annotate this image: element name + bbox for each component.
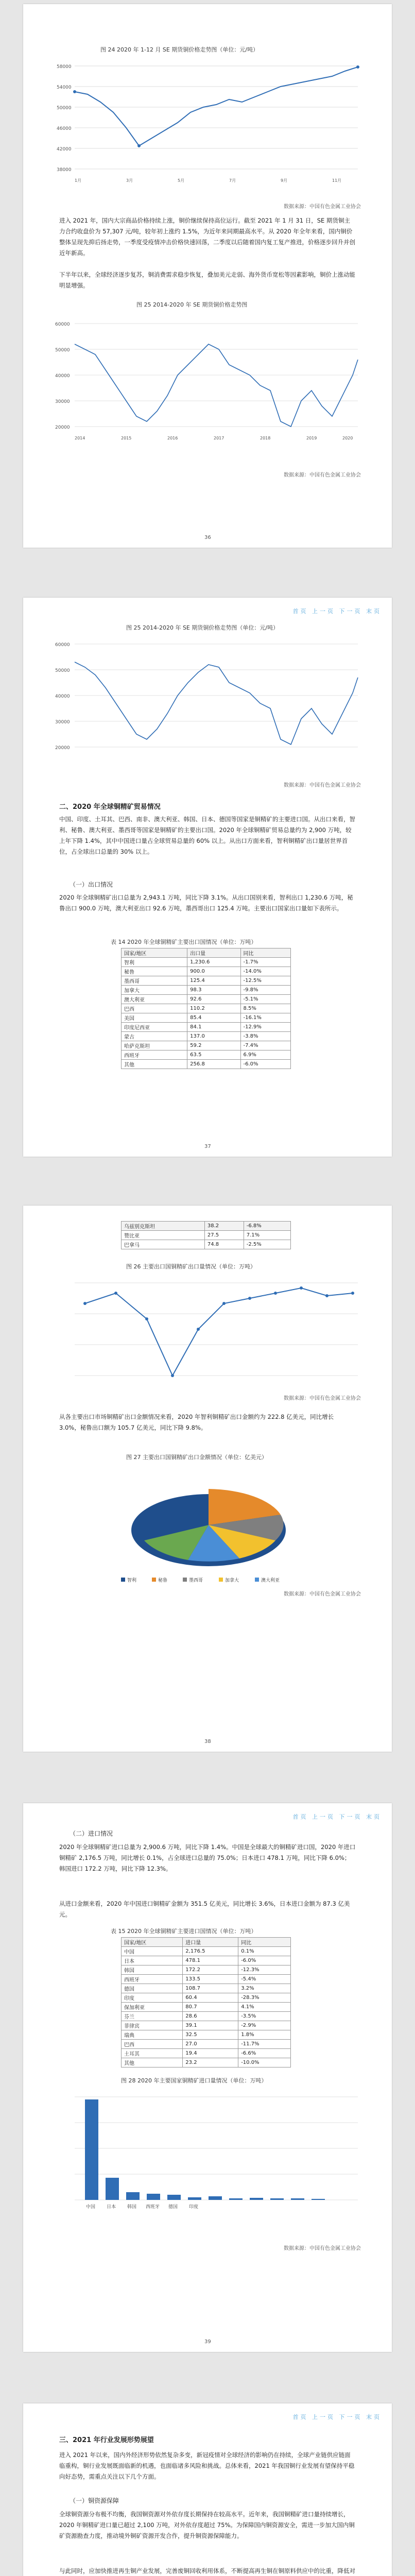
svg-text:5月: 5月: [178, 178, 185, 183]
table-cell: 63.5: [187, 1050, 240, 1060]
table-cell: 27.5: [204, 1231, 244, 1240]
table-cell: 西班牙: [122, 1975, 183, 1984]
table-cell: 133.5: [183, 1975, 238, 1984]
table-cell: 中国: [122, 1947, 183, 1956]
table-cell: -6.0%: [240, 1060, 291, 1069]
svg-text:德国: 德国: [168, 2205, 178, 2210]
svg-text:2016: 2016: [167, 436, 178, 440]
table-cell: 美国: [122, 1013, 187, 1023]
table-cell: 土耳其: [122, 2049, 183, 2058]
table-row: [122, 2058, 291, 2067]
table-cell: 32.5: [183, 2030, 238, 2040]
table-header-cell: 同比: [238, 1938, 291, 1947]
svg-text:2014: 2014: [75, 436, 85, 440]
line-chart-export-volume: [54, 1273, 363, 1391]
table-row: [122, 2012, 291, 2021]
table-cell: 智利: [122, 958, 187, 967]
table-row: [122, 1050, 291, 1060]
bar-chart-import-volume: [54, 2087, 363, 2241]
figure-source: 数据来源：中国有色金属工业协会: [284, 1396, 361, 1401]
page-nav-links[interactable]: 首页 上一页 下一页 末页: [292, 1814, 382, 1820]
table-cell: -7.4%: [240, 1041, 291, 1050]
table-title: 表 14 2020 年全球铜精矿主要出口国情况（单位：万吨）: [111, 939, 257, 945]
svg-text:42000: 42000: [57, 147, 72, 152]
document-page-2: [23, 598, 392, 1157]
table-cell: 1,230.6: [187, 958, 240, 967]
section-heading: 三、2021 年行业发展形势展望: [59, 2436, 154, 2444]
table-cell: 其他: [122, 1060, 187, 1069]
table-cell: 乌兹别克斯坦: [122, 1222, 205, 1231]
table-row: [122, 1984, 291, 1993]
figure-title: 图 25 2014-2020 年 SE 期货铜价格走势图: [136, 301, 248, 308]
svg-text:7月: 7月: [229, 178, 236, 183]
page-number: 38: [204, 1739, 211, 1744]
document-page-3: [23, 1206, 392, 1752]
table-cell: 110.2: [187, 1004, 240, 1013]
table-cell: 80.7: [183, 2003, 238, 2012]
svg-text:2017: 2017: [214, 436, 224, 440]
table-row: [122, 986, 291, 995]
paragraph: 与此同时，应加快推进再生铜产业发展，完善废铜回收利用体系，不断提高再生铜在铜原料供应中的比重，降低对: [59, 2567, 355, 2574]
svg-text:60000: 60000: [55, 642, 70, 648]
table-cell: 38.2: [204, 1222, 244, 1231]
table-cell: 8.5%: [240, 1004, 291, 1013]
page-number: 36: [204, 535, 211, 540]
table-row: [122, 1240, 291, 1249]
svg-text:秘鲁: 秘鲁: [158, 1578, 168, 1583]
table-row: [122, 1975, 291, 1984]
table-cell: 256.8: [187, 1060, 240, 1069]
table-cell: 125.4: [187, 976, 240, 986]
table-cell: -2.5%: [244, 1240, 290, 1249]
table-row: [122, 1956, 291, 1965]
table-row: [122, 2049, 291, 2058]
table-cell: 6.9%: [240, 1050, 291, 1060]
table-row: [122, 976, 291, 986]
svg-text:韩国: 韩国: [127, 2205, 137, 2210]
table-cell: 赞比亚: [122, 1231, 205, 1240]
svg-text:2019: 2019: [306, 436, 317, 440]
table-cell: 478.1: [183, 1956, 238, 1965]
svg-text:墨西哥: 墨西哥: [189, 1578, 203, 1583]
table-cell: 蒙古: [122, 1032, 187, 1041]
table-cell: 澳大利亚: [122, 995, 187, 1004]
table-row: [122, 2040, 291, 2049]
table-cell: -14.0%: [240, 967, 291, 976]
import-table: [121, 1937, 291, 2067]
table-cell: -3.5%: [238, 2012, 291, 2021]
table-cell: 韩国: [122, 1965, 183, 1975]
svg-text:3月: 3月: [126, 178, 133, 183]
table-cell: 27.0: [183, 2040, 238, 2049]
svg-text:20000: 20000: [55, 425, 70, 430]
table-cell: -5.4%: [238, 1975, 291, 1984]
svg-text:50000: 50000: [55, 348, 70, 353]
svg-text:2015: 2015: [121, 436, 132, 440]
table-cell: 加拿大: [122, 986, 187, 995]
svg-text:智利: 智利: [127, 1578, 137, 1583]
paragraph: 中国、印度、土耳其、巴西、南非、澳大利亚、韩国、日本、德国等国家是铜精矿的主要进口国。从出口来看，智利、秘鲁、澳大利亚、墨西哥等国家是铜精矿的主要出口国。2020 年全球铜精矿贸易总量约为 2,900 万吨，较上年下降 1.4%，其中中国进口量占全球贸易总量的 60% 以上。从出口方面来看，智利铜精矿出口量居世界首位，占全球出口总量的 30% 以上。: [59, 816, 355, 855]
figure-source: 数据来源：中国有色金属工业协会: [284, 472, 361, 478]
paragraph: 从进口金额来看，2020 年中国进口铜精矿金额为 351.5 亿美元，同比增长 3.6%，日本进口金额为 87.3 亿美元。: [59, 1900, 350, 1918]
figure-title: 图 25 2014-2020 年 SE 期货铜价格走势图（单位：元/吨）: [126, 624, 279, 631]
table-row: [122, 2003, 291, 2012]
svg-text:加拿大: 加拿大: [225, 1578, 239, 1583]
svg-text:40000: 40000: [55, 694, 70, 699]
table-header-cell: 出口量: [187, 948, 240, 958]
pie-chart-export-value: [54, 1463, 363, 1587]
table-cell: 保加利亚: [122, 2003, 183, 2012]
table-cell: -12.5%: [240, 976, 291, 986]
table-cell: 39.1: [183, 2021, 238, 2030]
table-cell: -6.6%: [238, 2049, 291, 2058]
svg-text:30000: 30000: [55, 720, 70, 725]
figure-title: 图 24 2020 年 1-12 月 SE 期货铜价格走势图（单位：元/吨）: [100, 46, 259, 53]
table-cell: -5.1%: [240, 995, 291, 1004]
svg-text:54000: 54000: [57, 85, 72, 90]
table-header-cell: 进口量: [183, 1938, 238, 1947]
table-row: [122, 2021, 291, 2030]
export-table-continued: [121, 1221, 291, 1249]
svg-text:40000: 40000: [55, 374, 70, 379]
table-row: [122, 1947, 291, 1956]
table-row: [122, 958, 291, 967]
svg-text:11月: 11月: [332, 178, 342, 183]
table-cell: 172.2: [183, 1965, 238, 1975]
table-cell: 菲律宾: [122, 2021, 183, 2030]
table-row: [122, 1013, 291, 1023]
table-row: [122, 1032, 291, 1041]
line-chart-copper-price-2020: [54, 56, 363, 200]
paragraph: 2020 年全球铜精矿出口总量为 2,943.1 万吨，同比下降 3.1%。从出口国别来看，智利出口 1,230.6 万吨，秘鲁出口 900.0 万吨，澳大利亚出口 92.6 万吨，墨西哥出口 125.4 万吨。主要出口国家出口量如下表所示。: [59, 894, 353, 912]
line-chart-copper-price-2014-2020: [54, 313, 363, 468]
table-cell: 印度: [122, 1993, 183, 2003]
paragraph: 全球铜资源分布极不均衡，我国铜资源对外依存度长期保持在较高水平。近年来，我国铜精矿进口量持续增长，2020 年铜精矿进口量已超过 2,100 万吨，对外依存度超过 75%。为保障国内铜资源安全，需进一步加大国内铜矿资源勘查力度，推动境外铜矿资源开发合作，提升铜资源保障能力。: [59, 2511, 355, 2539]
table-cell: -28.3%: [238, 1993, 291, 2003]
paragraph: 从各主要出口市场铜精矿出口金额情况来看，2020 年智利铜精矿出口金额约为 222.8 亿美元，同比增长 3.0%，秘鲁出口额为 105.7 亿美元，同比下降 9.8%。: [59, 1413, 334, 1431]
figure-source: 数据来源：中国有色金属工业协会: [284, 2246, 361, 2251]
table-cell: 其他: [122, 2058, 183, 2067]
table-cell: 98.3: [187, 986, 240, 995]
document-page-5: [23, 2403, 392, 2576]
paragraph: 下半年以来，全球经济逐步复苏，铜消费需求稳步恢复，叠加美元走弱、海外货币宽松等因素影响，铜价上涨动能明显增强。: [59, 271, 355, 289]
svg-text:西班牙: 西班牙: [146, 2205, 160, 2210]
table-cell: 1.8%: [238, 2030, 291, 2040]
table-row: [122, 967, 291, 976]
figure-title: 图 26 主要出口国铜精矿出口量情况（单位：万吨）: [126, 1263, 256, 1270]
svg-text:50000: 50000: [55, 668, 70, 673]
table-cell: -6.8%: [244, 1222, 290, 1231]
table-cell: 900.0: [187, 967, 240, 976]
table-cell: 0.1%: [238, 1947, 291, 1956]
subsection-heading: （一）铜资源保障: [70, 2497, 119, 2504]
paragraph: 进入 2021 年，国内大宗商品价格持续上涨，铜价继续保持高位运行。截至 2021 年 1 月 31 日，SE 期货铜主力合约收盘价为 57,307 元/吨，较年初上涨约 1.5%，为近年来同期最高水平。从 2020 年全年来看，国内铜价整体呈现先抑后扬走势，一季度受疫情冲击价格快速回落，二季度以后随着国内复工复产推进，价格逐步回升并创近年新高。: [59, 217, 355, 257]
table-cell: 巴西: [122, 2040, 183, 2049]
table-cell: -6.0%: [238, 1956, 291, 1965]
table-row: [122, 1231, 291, 1240]
table-header-cell: 同比: [240, 948, 291, 958]
subsection-heading: （一）出口情况: [70, 881, 113, 888]
table-row: [122, 1965, 291, 1975]
svg-text:20000: 20000: [55, 745, 70, 751]
svg-text:1月: 1月: [75, 178, 82, 183]
table-cell: 西班牙: [122, 1050, 187, 1060]
svg-text:9月: 9月: [281, 178, 288, 183]
table-cell: -12.9%: [240, 1023, 291, 1032]
table-cell: -9.8%: [240, 986, 291, 995]
svg-text:38000: 38000: [57, 167, 72, 173]
table-cell: -12.3%: [238, 1965, 291, 1975]
table-cell: 59.2: [187, 1041, 240, 1050]
table-cell: 7.1%: [244, 1231, 290, 1240]
figure-source: 数据来源：中国有色金属工业协会: [284, 1591, 361, 1597]
table-cell: -10.0%: [238, 2058, 291, 2067]
table-header-row: [122, 948, 291, 958]
figure-source: 数据来源：中国有色金属工业协会: [284, 204, 361, 210]
table-title: 表 15 2020 年全球铜精矿主要进口国情况（单位：万吨）: [111, 1928, 257, 1935]
svg-text:日本: 日本: [107, 2205, 116, 2210]
export-table: [121, 948, 291, 1069]
table-cell: 芬兰: [122, 2012, 183, 2021]
table-cell: 84.1: [187, 1023, 240, 1032]
table-cell: 哈萨克斯坦: [122, 1041, 187, 1050]
table-cell: 108.7: [183, 1984, 238, 1993]
table-cell: 瑞典: [122, 2030, 183, 2040]
table-cell: 3.2%: [238, 1984, 291, 1993]
document-page-1: [23, 4, 392, 548]
table-row: [122, 1004, 291, 1013]
table-cell: 60.4: [183, 1993, 238, 2003]
table-cell: 墨西哥: [122, 976, 187, 986]
table-header-cell: 国家/地区: [122, 948, 187, 958]
paragraph: 进入 2021 年以来，国内外经济形势依然复杂多变，新冠疫情对全球经济的影响仍在持续，全球产业链供应链面临重构，铜行业发展既面临新的机遇，也面临诸多风险和挑战。总体来看，2021 年我国铜行业发展有望保持平稳向好态势，需重点关注以下几个方面。: [59, 2451, 355, 2480]
table-row: [122, 2030, 291, 2040]
subsection-heading: （二）进口情况: [70, 1830, 113, 1837]
svg-text:印度: 印度: [189, 2205, 199, 2210]
table-cell: 2,176.5: [183, 1947, 238, 1956]
table-cell: 19.4: [183, 2049, 238, 2058]
paragraph: 2020 年全球铜精矿进口总量为 2,900.6 万吨，同比下降 1.4%。中国是全球最大的铜精矿进口国，2020 年进口铜精矿 2,176.5 万吨，同比增长 0.1%，占全球进口总量的 75.0%；日本进口 478.1 万吨，同比下降 6.0%；韩国进口 172.2 万吨，同比下降 12.3%。: [59, 1843, 356, 1872]
table-row: [122, 1993, 291, 2003]
table-cell: 92.6: [187, 995, 240, 1004]
table-header-cell: 国家/地区: [122, 1938, 183, 1947]
table-row: [122, 1060, 291, 1069]
svg-text:2018: 2018: [260, 436, 271, 440]
table-cell: -1.7%: [240, 958, 291, 967]
table-cell: -2.9%: [238, 2021, 291, 2030]
figure-source: 数据来源：中国有色金属工业协会: [284, 783, 361, 788]
table-cell: 28.6: [183, 2012, 238, 2021]
figure-title: 图 28 2020 年主要国家铜精矿进口量情况（单位：万吨）: [121, 2077, 267, 2084]
table-cell: -11.7%: [238, 2040, 291, 2049]
table-row: [122, 995, 291, 1004]
table-cell: 印度尼西亚: [122, 1023, 187, 1032]
page-number: 39: [204, 2339, 211, 2345]
section-heading: 二、2020 年全球铜精矿贸易情况: [59, 803, 161, 811]
table-cell: 137.0: [187, 1032, 240, 1041]
svg-text:澳大利亚: 澳大利亚: [261, 1578, 280, 1583]
svg-text:60000: 60000: [55, 322, 70, 327]
figure-title: 图 27 主要出口国铜精矿出口金额情况（单位：亿美元）: [126, 1454, 267, 1461]
table-cell: 4.1%: [238, 2003, 291, 2012]
table-row: [122, 1222, 291, 1231]
table-cell: -3.8%: [240, 1032, 291, 1041]
svg-text:30000: 30000: [55, 399, 70, 404]
svg-text:中国: 中国: [86, 2205, 96, 2210]
table-cell: -16.1%: [240, 1013, 291, 1023]
svg-text:2020: 2020: [342, 436, 353, 440]
table-header-row: [122, 1938, 291, 1947]
table-cell: 巴西: [122, 1004, 187, 1013]
document-page-4: [23, 1803, 392, 2352]
table-cell: 74.8: [204, 1240, 244, 1249]
table-cell: 85.4: [187, 1013, 240, 1023]
table-cell: 德国: [122, 1984, 183, 1993]
svg-text:46000: 46000: [57, 126, 72, 131]
table-row: [122, 1023, 291, 1032]
table-cell: 日本: [122, 1956, 183, 1965]
svg-text:58000: 58000: [57, 64, 72, 70]
line-chart-copper-price-2014-2020: [54, 634, 363, 778]
page-nav-links[interactable]: 首页 上一页 下一页 末页: [292, 2414, 382, 2420]
table-row: [122, 1041, 291, 1050]
table-cell: 23.2: [183, 2058, 238, 2067]
table-cell: 秘鲁: [122, 967, 187, 976]
svg-text:50000: 50000: [57, 106, 72, 111]
table-cell: 巴拿马: [122, 1240, 205, 1249]
page-nav-links[interactable]: 首页 上一页 下一页 末页: [292, 608, 382, 615]
page-number: 37: [204, 1144, 211, 1149]
